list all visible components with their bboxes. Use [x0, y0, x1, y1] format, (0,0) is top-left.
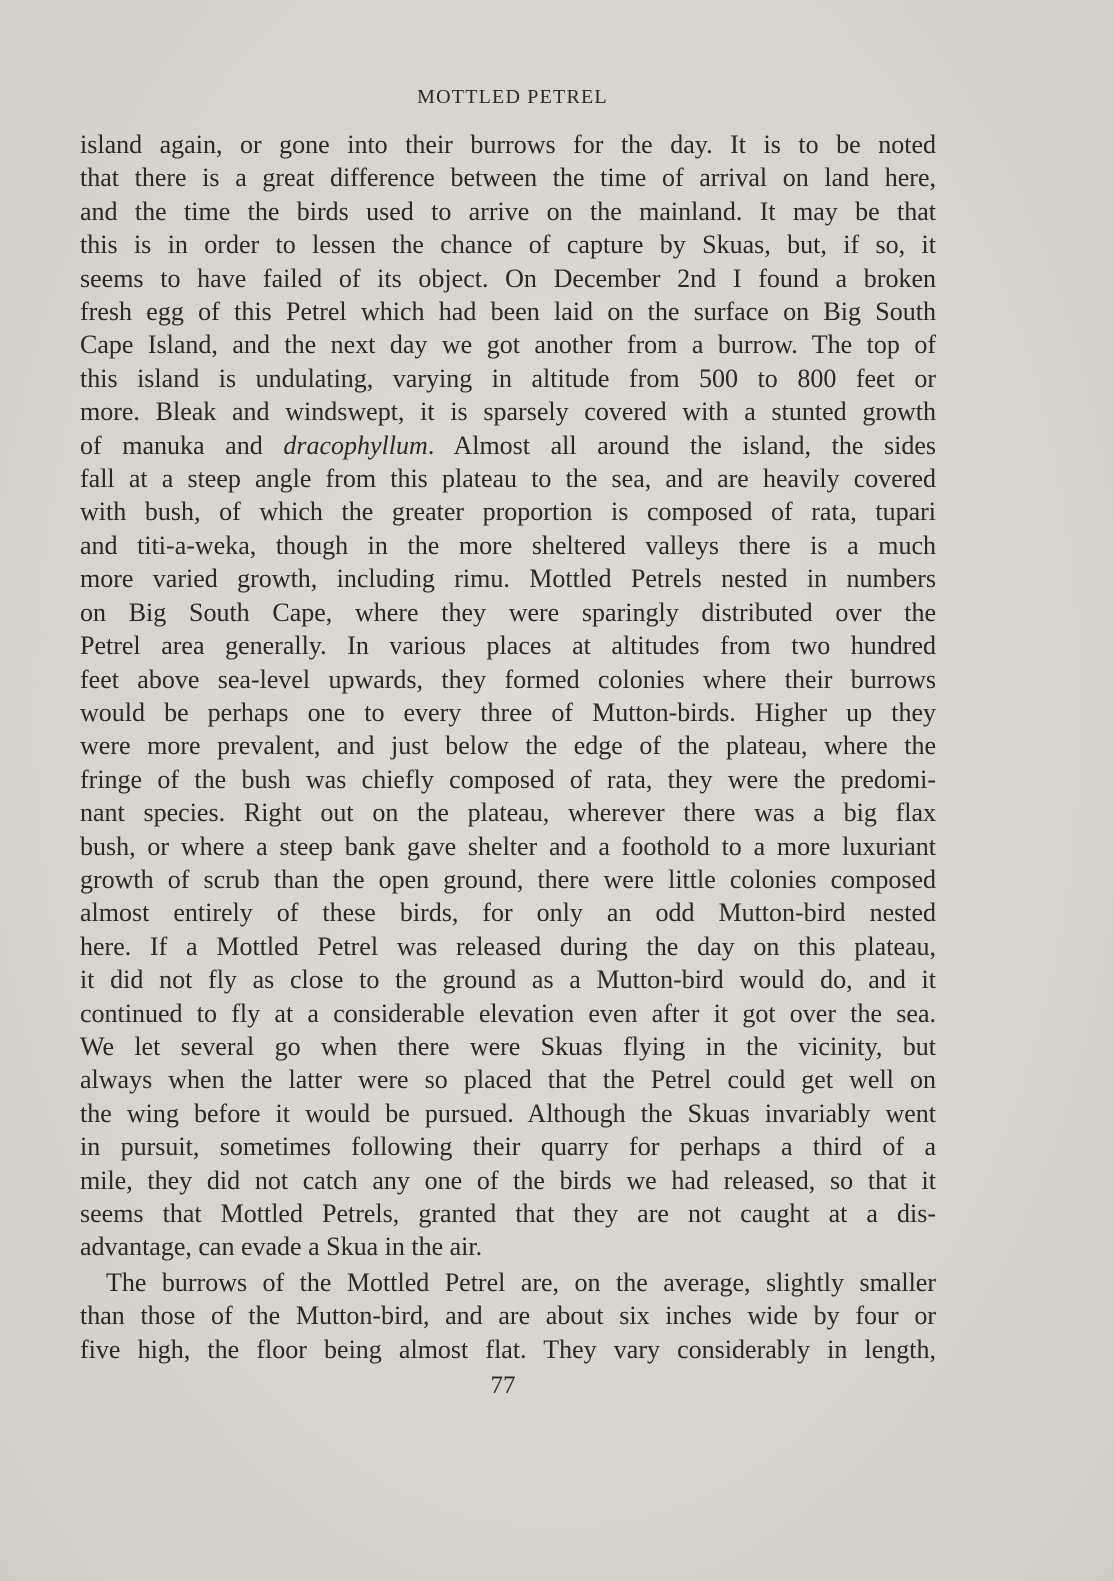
text-line: than those of the Mutton-bird, and are about six inches wide by four or	[80, 1301, 936, 1331]
text-line: and titi-a-weka, though in the more sheltered valleys there is a much	[80, 530, 936, 560]
text-line: five high, the floor being almost flat. They vary considerably in length,	[80, 1334, 936, 1364]
text-line: bush, or where a steep bank gave shelter and a foothold to a more luxuriant	[80, 831, 936, 861]
text-line: more. Bleak and windswept, it is sparsely covered with a stunted growth	[80, 397, 936, 427]
text-line: fresh egg of this Petrel which had been laid on the surface on Big South	[80, 297, 936, 327]
body-text	[80, 128, 936, 1366]
text-line: on Big South Cape, where they were sparingly distributed over the	[80, 597, 936, 627]
text-line: of manuka and dracophyllum. Almost all around the island, the sides	[80, 430, 936, 460]
text-line: would be perhaps one to every three of Mutton-birds. Higher up they	[80, 697, 936, 727]
text-line: fall at a steep angle from this plateau to the sea, and are heavily covered	[80, 464, 936, 494]
text-line: the wing before it would be pursued. Although the Skuas invariably went	[80, 1098, 936, 1128]
text-line: advantage, can evade a Skua in the air.	[80, 1232, 483, 1262]
text-line: always when the latter were so placed that the Petrel could get well on	[80, 1065, 936, 1095]
text-line: fringe of the bush was chiefly composed of rata, they were the predomi-	[80, 764, 936, 794]
text-line: more varied growth, including rimu. Mottled Petrels nested in numbers	[80, 564, 936, 594]
italic-term: dracophyllum	[283, 430, 428, 460]
text-line: continued to fly at a considerable elevation even after it got over the sea.	[80, 998, 936, 1028]
text-line: We let several go when there were Skuas flying in the vicinity, but	[80, 1031, 936, 1061]
text-line: growth of scrub than the open ground, there were little colonies composed	[80, 864, 936, 894]
text-line: in pursuit, sometimes following their quarry for perhaps a third of a	[80, 1132, 936, 1162]
text-line: it did not fly as close to the ground as a Mutton-bird would do, and it	[80, 965, 936, 995]
paragraph	[80, 128, 936, 1264]
text-line: Petrel area generally. In various places at altitudes from two hundred	[80, 631, 936, 661]
text-line: Cape Island, and the next day we got another from a burrow. The top of	[80, 330, 936, 360]
text-line: and the time the birds used to arrive on the mainland. It may be that	[80, 196, 936, 226]
text-line: mile, they did not catch any one of the birds we had released, so that it	[80, 1165, 936, 1195]
text-line: feet above sea-level upwards, they formed colonies where their burrows	[80, 664, 936, 694]
text-line: here. If a Mottled Petrel was released during the day on this plateau,	[80, 931, 936, 961]
text-line: The burrows of the Mottled Petrel are, on the average, slightly smaller	[106, 1267, 936, 1297]
text-line: seems to have failed of its object. On December 2nd I found a broken	[80, 263, 936, 293]
text-line: this is in order to lessen the chance of capture by Skuas, but, if so, it	[80, 230, 936, 260]
text-line: nant species. Right out on the plateau, wherever there was a big flax	[80, 798, 936, 828]
text-line: that there is a great difference between the time of arrival on land here,	[80, 163, 936, 193]
page-number: 77	[490, 1372, 516, 1399]
text-line: with bush, of which the greater proportion is composed of rata, tupari	[80, 497, 936, 527]
running-head: MOTTLED PETREL	[417, 86, 608, 108]
text-line: were more prevalent, and just below the edge of the plateau, where the	[80, 731, 936, 761]
text-line: seems that Mottled Petrels, granted that they are not caught at a dis-	[80, 1199, 936, 1228]
text-line: almost entirely of these birds, for only an odd Mutton-bird nested	[80, 898, 936, 928]
paragraph	[80, 1266, 936, 1366]
text-line: this island is undulating, varying in altitude from 500 to 800 feet or	[80, 363, 936, 393]
text-line: island again, or gone into their burrows for the day. It is to be noted	[80, 130, 936, 159]
